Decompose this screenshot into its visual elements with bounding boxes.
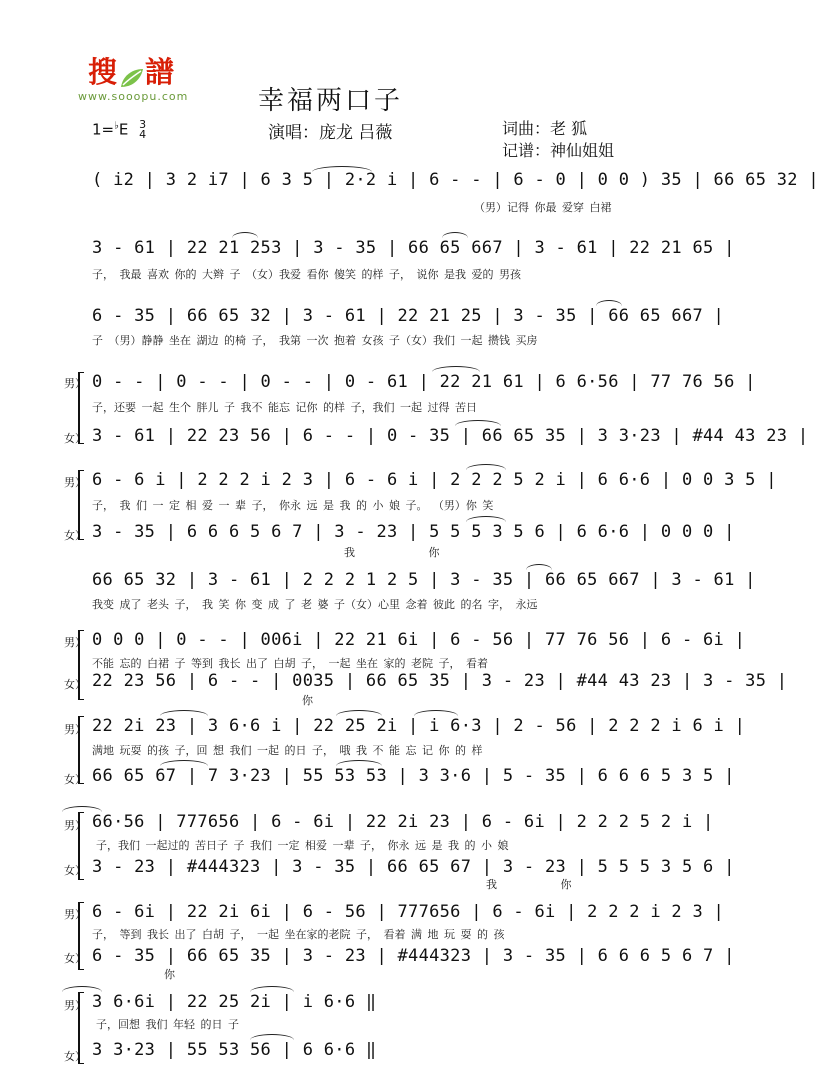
time-signature <box>139 120 146 140</box>
female-notation-line: 3 - 23 | #444323 | 3 - 35 | 66 65 67 | 3 - 23 | 5 5 5 3 5 6 | <box>92 857 735 877</box>
flat-sign: ♭ <box>114 120 119 132</box>
slur-arc <box>466 516 506 522</box>
female-lyric-line: 你 <box>302 694 313 707</box>
male-notation-line: 3 6·6i | 22 25 2i | i 6·6 ‖ <box>92 992 377 1012</box>
time-top: 3 <box>139 118 147 131</box>
male-part-label: 男） <box>64 377 86 390</box>
male-part-label: 男） <box>64 999 86 1012</box>
logo-char-2: 譜 <box>145 55 177 89</box>
lyric-line: 我变 成了 老头 子， 我 笑 你 变 成 了 老 婆 子（女）心里 念着 彼此 的名 字， 永远 <box>92 598 538 611</box>
leaf-icon <box>119 67 145 89</box>
lyric-line: 子，还要 一起 生个 胖儿 子 我不 能忘 记你 的样 子，我们 一起 过得 苦日 <box>92 401 477 414</box>
lyric-line: 子，回想 我们 年轻 的日 子 <box>96 1018 239 1031</box>
tie-arc <box>336 710 382 716</box>
lyric-line: 不能 忘的 白裙 子 等到 我长 出了 白胡 子， 一起 坐在 家的 老院 子， 看着 <box>92 657 488 670</box>
lyric-line: 子， 我 们 一 定 相 爱 一 辈 子， 你永 远 是 我 的 小 娘 子。 （男）你 笑 <box>92 499 494 512</box>
slur-arc <box>526 564 552 570</box>
male-part-label: 男） <box>64 636 86 649</box>
male-part-label: 男） <box>64 476 86 489</box>
female-notation-line: 6 - 35 | 66 65 35 | 3 - 23 | #444323 | 3 - 35 | 6 6 6 5 6 7 | <box>92 946 735 966</box>
tie-arc <box>160 710 208 716</box>
notation-line: 3 - 61 | 22 21 253 | 3 - 35 | 66 65 667 | 3 - 61 | 22 21 65 | <box>92 238 735 258</box>
female-lyric-line: 我 你 <box>344 546 440 559</box>
composer: 词曲：老 狐 <box>502 119 588 138</box>
female-lyric-line: 我 你 <box>486 878 572 891</box>
female-notation-line: 3 3·23 | 55 53 56 | 6 6·6 ‖ <box>92 1040 377 1060</box>
tie-arc <box>312 166 372 172</box>
tie-arc <box>336 760 382 766</box>
lyric-line: 子， 等到 我长 出了 白胡 子， 一起 坐在家的老院 子， 看着 满 地 玩 耍 的 孩 <box>92 928 505 941</box>
tie-arc <box>432 366 480 372</box>
female-part-label: 女） <box>64 773 86 786</box>
lyric-line: 子， 我最 喜欢 你的 大辫 子 （女）我爱 看你 傻笑 的样 子， 说你 是我 爱的 男孩 <box>92 268 521 281</box>
female-part-label: 女） <box>64 1050 86 1063</box>
male-notation-line: 6 - 6 i | 2 2 2 i 2 3 | 6 - 6 i | 2 2 2 5 2 i | 6 6·6 | 0 0 3 5 | <box>92 470 777 490</box>
male-part-label: 男） <box>64 908 86 921</box>
logo-char-1: 搜 <box>88 55 120 89</box>
slur-arc <box>466 464 506 470</box>
slur-arc <box>442 232 468 238</box>
female-part-label: 女） <box>64 529 86 542</box>
site-logo <box>88 50 176 91</box>
female-lyric-line: 你 <box>164 968 175 981</box>
female-part-label: 女） <box>64 432 86 445</box>
male-part-label: 男） <box>64 723 86 736</box>
slur-arc <box>232 232 258 238</box>
male-notation-line: 0 - - | 0 - - | 0 - - | 0 - 61 | 22 21 61 | 6 6·56 | 77 76 56 | <box>92 372 756 392</box>
male-notation-line: 0 0 0 | 0 - - | 006i | 22 21 6i | 6 - 56 | 77 76 56 | 6 - 6i | <box>92 630 746 650</box>
male-notation-line: 6 - 6i | 22 2i 6i | 6 - 56 | 777656 | 6 - 6i | 2 2 2 i 2 3 | <box>92 902 725 922</box>
male-notation-line: 66·56 | 777656 | 6 - 6i | 22 2i 23 | 6 - 6i | 2 2 2 5 2 i | <box>92 812 714 832</box>
lyric-line: 满地 玩耍 的孩 子，回 想 我们 一起 的日 子， 哦 我 不 能 忘 记 你 的 样 <box>92 744 483 757</box>
notation-line: ( i2 | 3 2 i7 | 6 3 5 | 2·2 i | 6 - - | 6 - 0 | 0 0 ) 35 | 66 65 32 | <box>92 170 819 190</box>
notation-line: 6 - 35 | 66 65 32 | 3 - 61 | 22 21 25 | 3 - 35 | 66 65 667 | <box>92 306 725 326</box>
key-note: E <box>118 120 129 139</box>
female-part-label: 女） <box>64 952 86 965</box>
notation-line: 66 65 32 | 3 - 61 | 2 2 2 1 2 5 | 3 - 35 | 66 65 667 | 3 - 61 | <box>92 570 756 590</box>
tie-arc <box>455 420 501 426</box>
female-part-label: 女） <box>64 678 86 691</box>
lyric-line: （男）记得 你最 爱穿 白裙 <box>474 201 612 214</box>
transcriber: 记谱：神仙姐姐 <box>502 141 615 160</box>
female-notation-line: 3 - 35 | 6 6 6 5 6 7 | 3 - 23 | 5 5 5 3 5 6 | 6 6·6 | 0 0 0 | <box>92 522 735 542</box>
lyric-line: 子 （男）静静 坐在 湖边 的椅 子， 我第 一次 抱着 女孩 子（女）我们 一起 攒钱 买房 <box>92 334 538 347</box>
time-bottom: 4 <box>139 128 147 141</box>
male-part-label: 男） <box>64 819 86 832</box>
tie-arc <box>250 986 294 992</box>
male-notation-line: 22 2i 23 | 3 6·6 i | 22 25 2i | i 6·3 | 2 - 56 | 2 2 2 i 6 i | <box>92 716 746 736</box>
logo-url: www.sooopu.com <box>78 90 189 103</box>
tie-arc <box>160 760 208 766</box>
singers: 演唱：庞龙 吕薇 <box>268 123 393 143</box>
key-prefix: 1= <box>92 120 115 139</box>
female-notation-line: 3 - 61 | 22 23 56 | 6 - - | 0 - 35 | 66 65 35 | 3 3·23 | #44 43 23 | <box>92 426 809 446</box>
tie-arc <box>414 710 458 716</box>
female-notation-line: 66 65 67 | 7 3·23 | 55 53 53 | 3 3·6 | 5 - 35 | 6 6 6 5 3 5 | <box>92 766 735 786</box>
slur-arc <box>596 300 622 306</box>
key-signature <box>92 120 146 140</box>
tie-arc <box>250 1034 294 1040</box>
female-notation-line: 22 23 56 | 6 - - | 0035 | 66 65 35 | 3 - 23 | #44 43 23 | 3 - 35 | <box>92 671 788 691</box>
song-title: 幸福两口子 <box>258 86 404 116</box>
female-part-label: 女） <box>64 864 86 877</box>
lyric-line: 子，我们 一起过的 苦日子 子 我们 一定 相爱 一辈 子， 你永 远 是 我 的 小 娘 <box>96 839 509 852</box>
